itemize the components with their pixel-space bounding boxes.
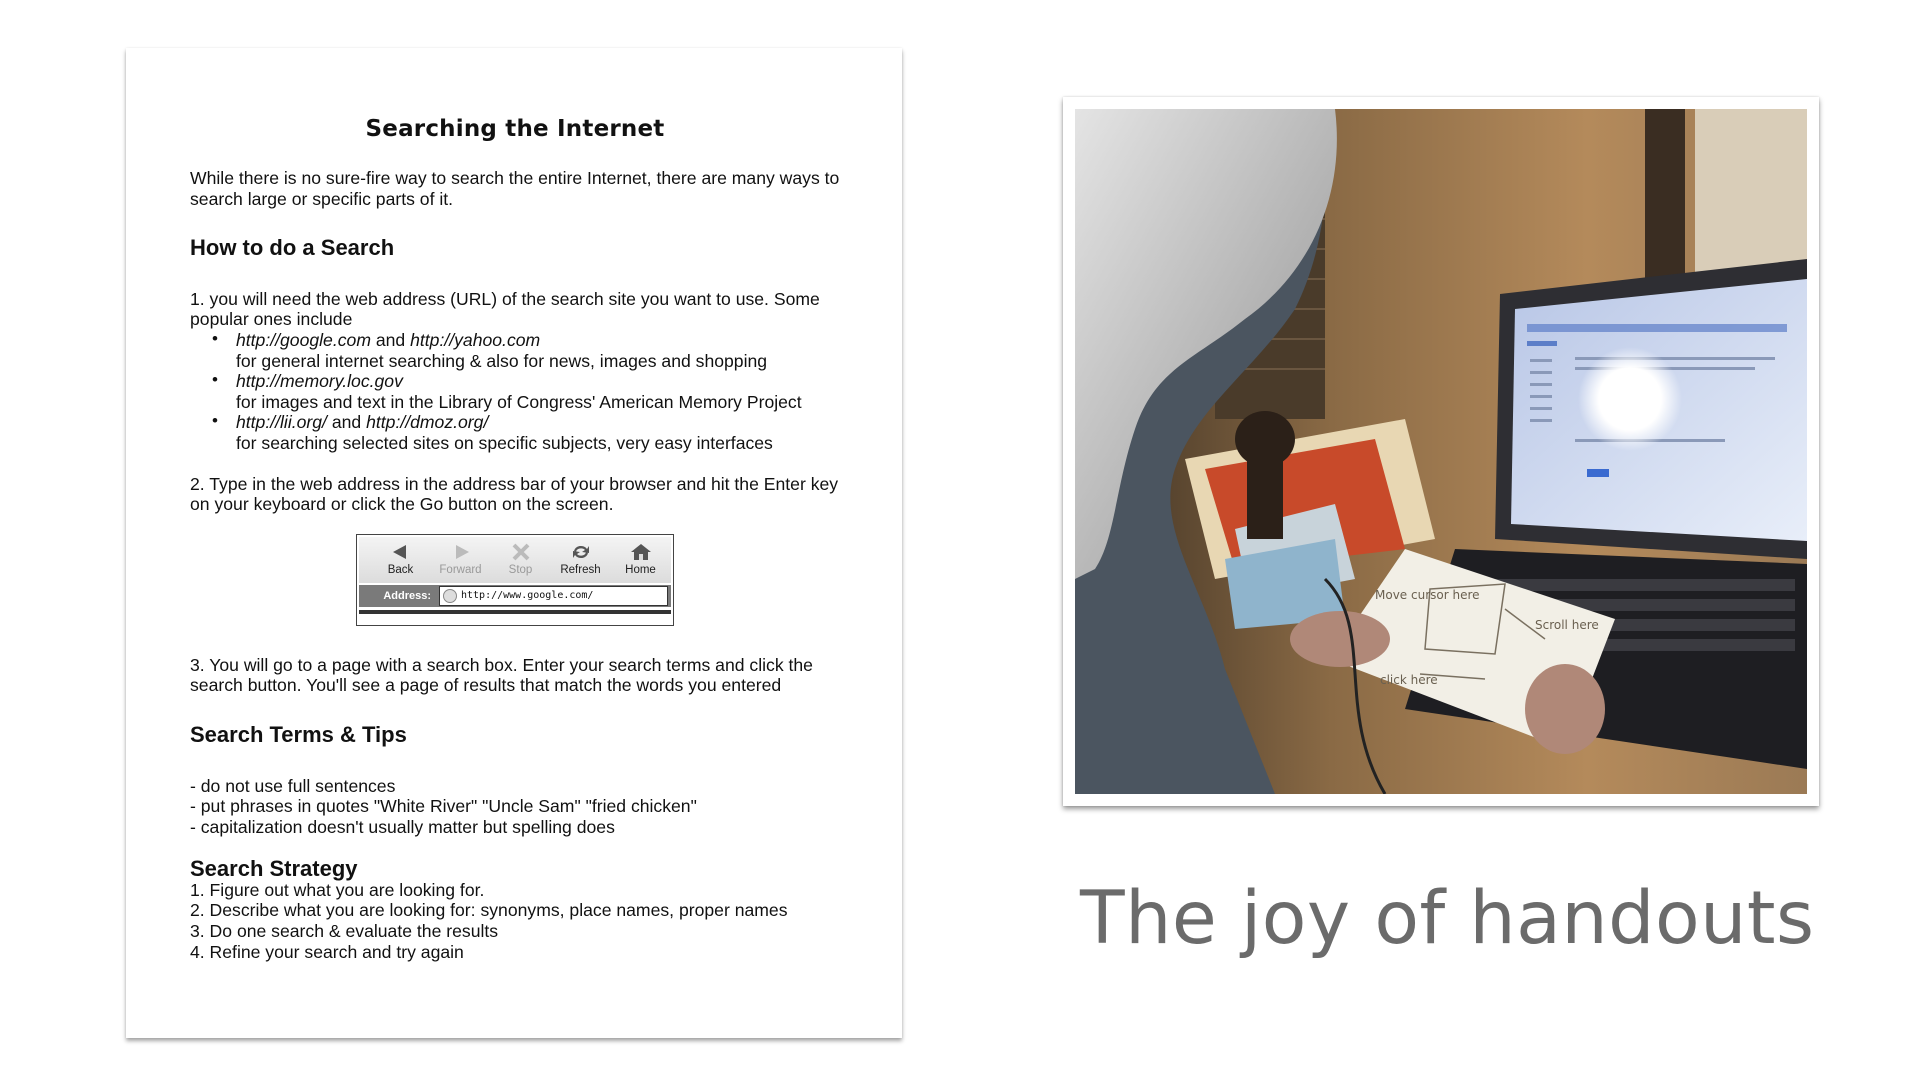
globe-icon	[443, 589, 457, 603]
refresh-button: Refresh	[555, 537, 606, 583]
site-url: http://google.com	[236, 329, 371, 350]
stop-x-icon	[510, 542, 532, 562]
site-url: http://dmoz.org/	[366, 412, 489, 433]
back-arrow-icon	[390, 542, 412, 562]
address-label: Address:	[383, 589, 431, 602]
step-1: 1. you will need the web address (URL) of the search site you want to use. Some popular ones include	[190, 288, 820, 330]
sketch-label-move-cursor: Move cursor here	[1375, 588, 1480, 602]
site-url: http://lii.org/	[236, 412, 327, 433]
site-description: for general internet searching & also for news, images and shopping	[236, 350, 768, 371]
tip-line: - capitalization doesn't usually matter but spelling does	[190, 816, 615, 837]
toolbar-buttons	[359, 537, 671, 583]
site-description: for searching selected sites on specific subjects, very easy interfaces	[236, 432, 773, 453]
handout-title: Searching the Internet	[365, 116, 665, 142]
browser-toolbar-illustration	[356, 534, 674, 626]
strategy-line: 2. Describe what you are looking for: synonyms, place names, proper names	[190, 900, 788, 921]
tip-line: - do not use full sentences	[190, 775, 396, 796]
site-list	[190, 330, 840, 454]
tip-line: - put phrases in quotes "White River" "Uncle Sam" "fried chicken"	[190, 796, 697, 817]
bullet-icon: •	[212, 370, 218, 390]
site-description: for images and text in the Library of Congress' American Memory Project	[236, 391, 802, 412]
sketch-label-click: click here	[1380, 673, 1438, 687]
site-url: http://yahoo.com	[410, 329, 541, 350]
strategy-line: 1. Figure out what you are looking for.	[190, 879, 485, 900]
how-heading: How to do a Search	[190, 235, 395, 261]
photo-person-with-laptop-and-handout	[1075, 109, 1807, 794]
address-value: http://www.google.com/	[461, 590, 594, 602]
list-item	[212, 370, 840, 412]
step-3: 3. You will go to a page with a search box. Enter your search terms and click the search button. You'll see a page of results that match the words you entered	[190, 654, 813, 696]
back-button: Back	[375, 537, 426, 583]
list-item	[212, 411, 840, 453]
forward-arrow-icon	[450, 542, 472, 562]
slide-caption: The joy of handouts	[1080, 876, 1815, 961]
strategy-line: 3. Do one search & evaluate the results	[190, 921, 499, 942]
strategy-heading: Search Strategy	[190, 856, 358, 882]
address-field	[439, 586, 668, 606]
bullet-icon: •	[212, 411, 218, 431]
address-bar	[359, 585, 671, 607]
strategy-line: 4. Refine your search and try again	[190, 941, 464, 962]
handout-intro: While there is no sure-fire way to search the entire Internet, there are many ways to search large or specific parts of it.	[190, 168, 840, 209]
home-icon	[630, 542, 652, 562]
photo-frame	[1063, 97, 1819, 806]
bullet-icon: •	[212, 328, 218, 348]
url-joiner: and	[326, 412, 367, 433]
forward-button: Forward	[435, 537, 486, 583]
sketch-label-scroll: Scroll here	[1535, 618, 1599, 632]
site-url: http://memory.loc.gov	[236, 371, 403, 392]
handout-page	[126, 48, 902, 1038]
tips-heading: Search Terms & Tips	[190, 721, 407, 747]
refresh-icon	[570, 542, 592, 562]
url-joiner: and	[370, 329, 411, 350]
home-button: Home	[615, 537, 666, 583]
list-item	[212, 328, 840, 371]
stop-button: Stop	[495, 537, 546, 583]
step-2: 2. Type in the web address in the address bar of your browser and hit the Enter key on your keyboard or click the Go button on the screen.	[190, 473, 839, 515]
